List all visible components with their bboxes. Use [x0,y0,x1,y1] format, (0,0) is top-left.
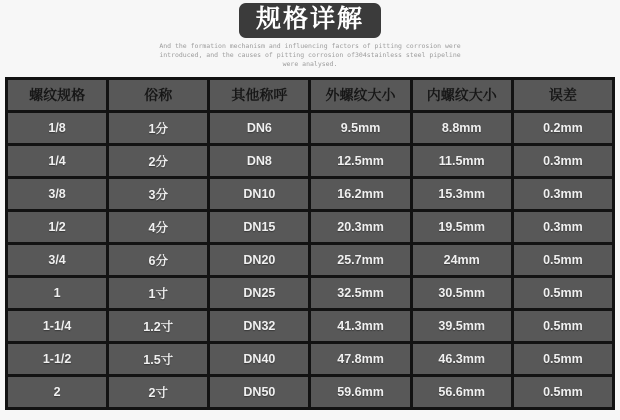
cell-tolerance: 0.5mm [512,375,613,408]
spec-table-head [7,78,614,111]
cell-thread-spec: 1/2 [7,210,108,243]
cell-tolerance: 0.2mm [512,111,613,144]
cell-internal-size: 30.5mm [411,276,512,309]
cell-common-name: 1分 [108,111,209,144]
cell-external-size: 16.2mm [310,177,411,210]
cell-common-name: 6分 [108,243,209,276]
column-header-tolerance: 误差 [512,78,613,111]
cell-internal-size: 19.5mm [411,210,512,243]
cell-other-name: DN32 [209,309,310,342]
cell-external-size: 47.8mm [310,342,411,375]
spec-table-body [7,111,614,408]
cell-thread-spec: 3/4 [7,243,108,276]
cell-internal-size: 46.3mm [411,342,512,375]
page-title: 规格详解 [239,3,381,38]
column-header-common-name: 俗称 [108,78,209,111]
cell-other-name: DN40 [209,342,310,375]
cell-common-name: 2寸 [108,375,209,408]
column-header-thread-spec: 螺纹规格 [7,78,108,111]
cell-other-name: DN15 [209,210,310,243]
cell-other-name: DN6 [209,111,310,144]
cell-tolerance: 0.5mm [512,243,613,276]
cell-other-name: DN8 [209,144,310,177]
cell-external-size: 41.3mm [310,309,411,342]
cell-other-name: DN10 [209,177,310,210]
cell-external-size: 9.5mm [310,111,411,144]
cell-common-name: 4分 [108,210,209,243]
cell-internal-size: 11.5mm [411,144,512,177]
cell-tolerance: 0.5mm [512,309,613,342]
cell-external-size: 20.3mm [310,210,411,243]
cell-external-size: 25.7mm [310,243,411,276]
cell-thread-spec: 1-1/2 [7,342,108,375]
cell-common-name: 1寸 [108,276,209,309]
cell-external-size: 12.5mm [310,144,411,177]
header-row [7,78,614,111]
cell-thread-spec: 2 [7,375,108,408]
cell-tolerance: 0.5mm [512,276,613,309]
cell-internal-size: 8.8mm [411,111,512,144]
cell-other-name: DN25 [209,276,310,309]
spec-table [5,77,615,410]
cell-common-name: 3分 [108,177,209,210]
table-row [7,111,614,144]
table-row [7,375,614,408]
column-header-external-size: 外螺纹大小 [310,78,411,111]
cell-thread-spec: 3/8 [7,177,108,210]
cell-internal-size: 15.3mm [411,177,512,210]
cell-tolerance: 0.5mm [512,342,613,375]
cell-internal-size: 24mm [411,243,512,276]
cell-common-name: 2分 [108,144,209,177]
table-row [7,177,614,210]
cell-common-name: 1.2寸 [108,309,209,342]
column-header-other-name: 其他称呼 [209,78,310,111]
cell-internal-size: 39.5mm [411,309,512,342]
cell-tolerance: 0.3mm [512,144,613,177]
table-row [7,309,614,342]
cell-thread-spec: 1 [7,276,108,309]
table-row [7,276,614,309]
table-row [7,342,614,375]
table-row [7,144,614,177]
subtitle-text: And the formation mechanism and influencing factors of pitting corrosion were introduced, and the causes of pitting corrosion of304stainless steel pipeline were analysed. [159,41,461,69]
cell-thread-spec: 1/4 [7,144,108,177]
cell-thread-spec: 1-1/4 [7,309,108,342]
table-row [7,243,614,276]
cell-external-size: 32.5mm [310,276,411,309]
column-header-internal-size: 内螺纹大小 [411,78,512,111]
cell-external-size: 59.6mm [310,375,411,408]
cell-common-name: 1.5寸 [108,342,209,375]
title-banner [0,0,620,38]
cell-tolerance: 0.3mm [512,210,613,243]
cell-other-name: DN20 [209,243,310,276]
cell-internal-size: 56.6mm [411,375,512,408]
cell-other-name: DN50 [209,375,310,408]
cell-tolerance: 0.3mm [512,177,613,210]
cell-thread-spec: 1/8 [7,111,108,144]
table-row [7,210,614,243]
